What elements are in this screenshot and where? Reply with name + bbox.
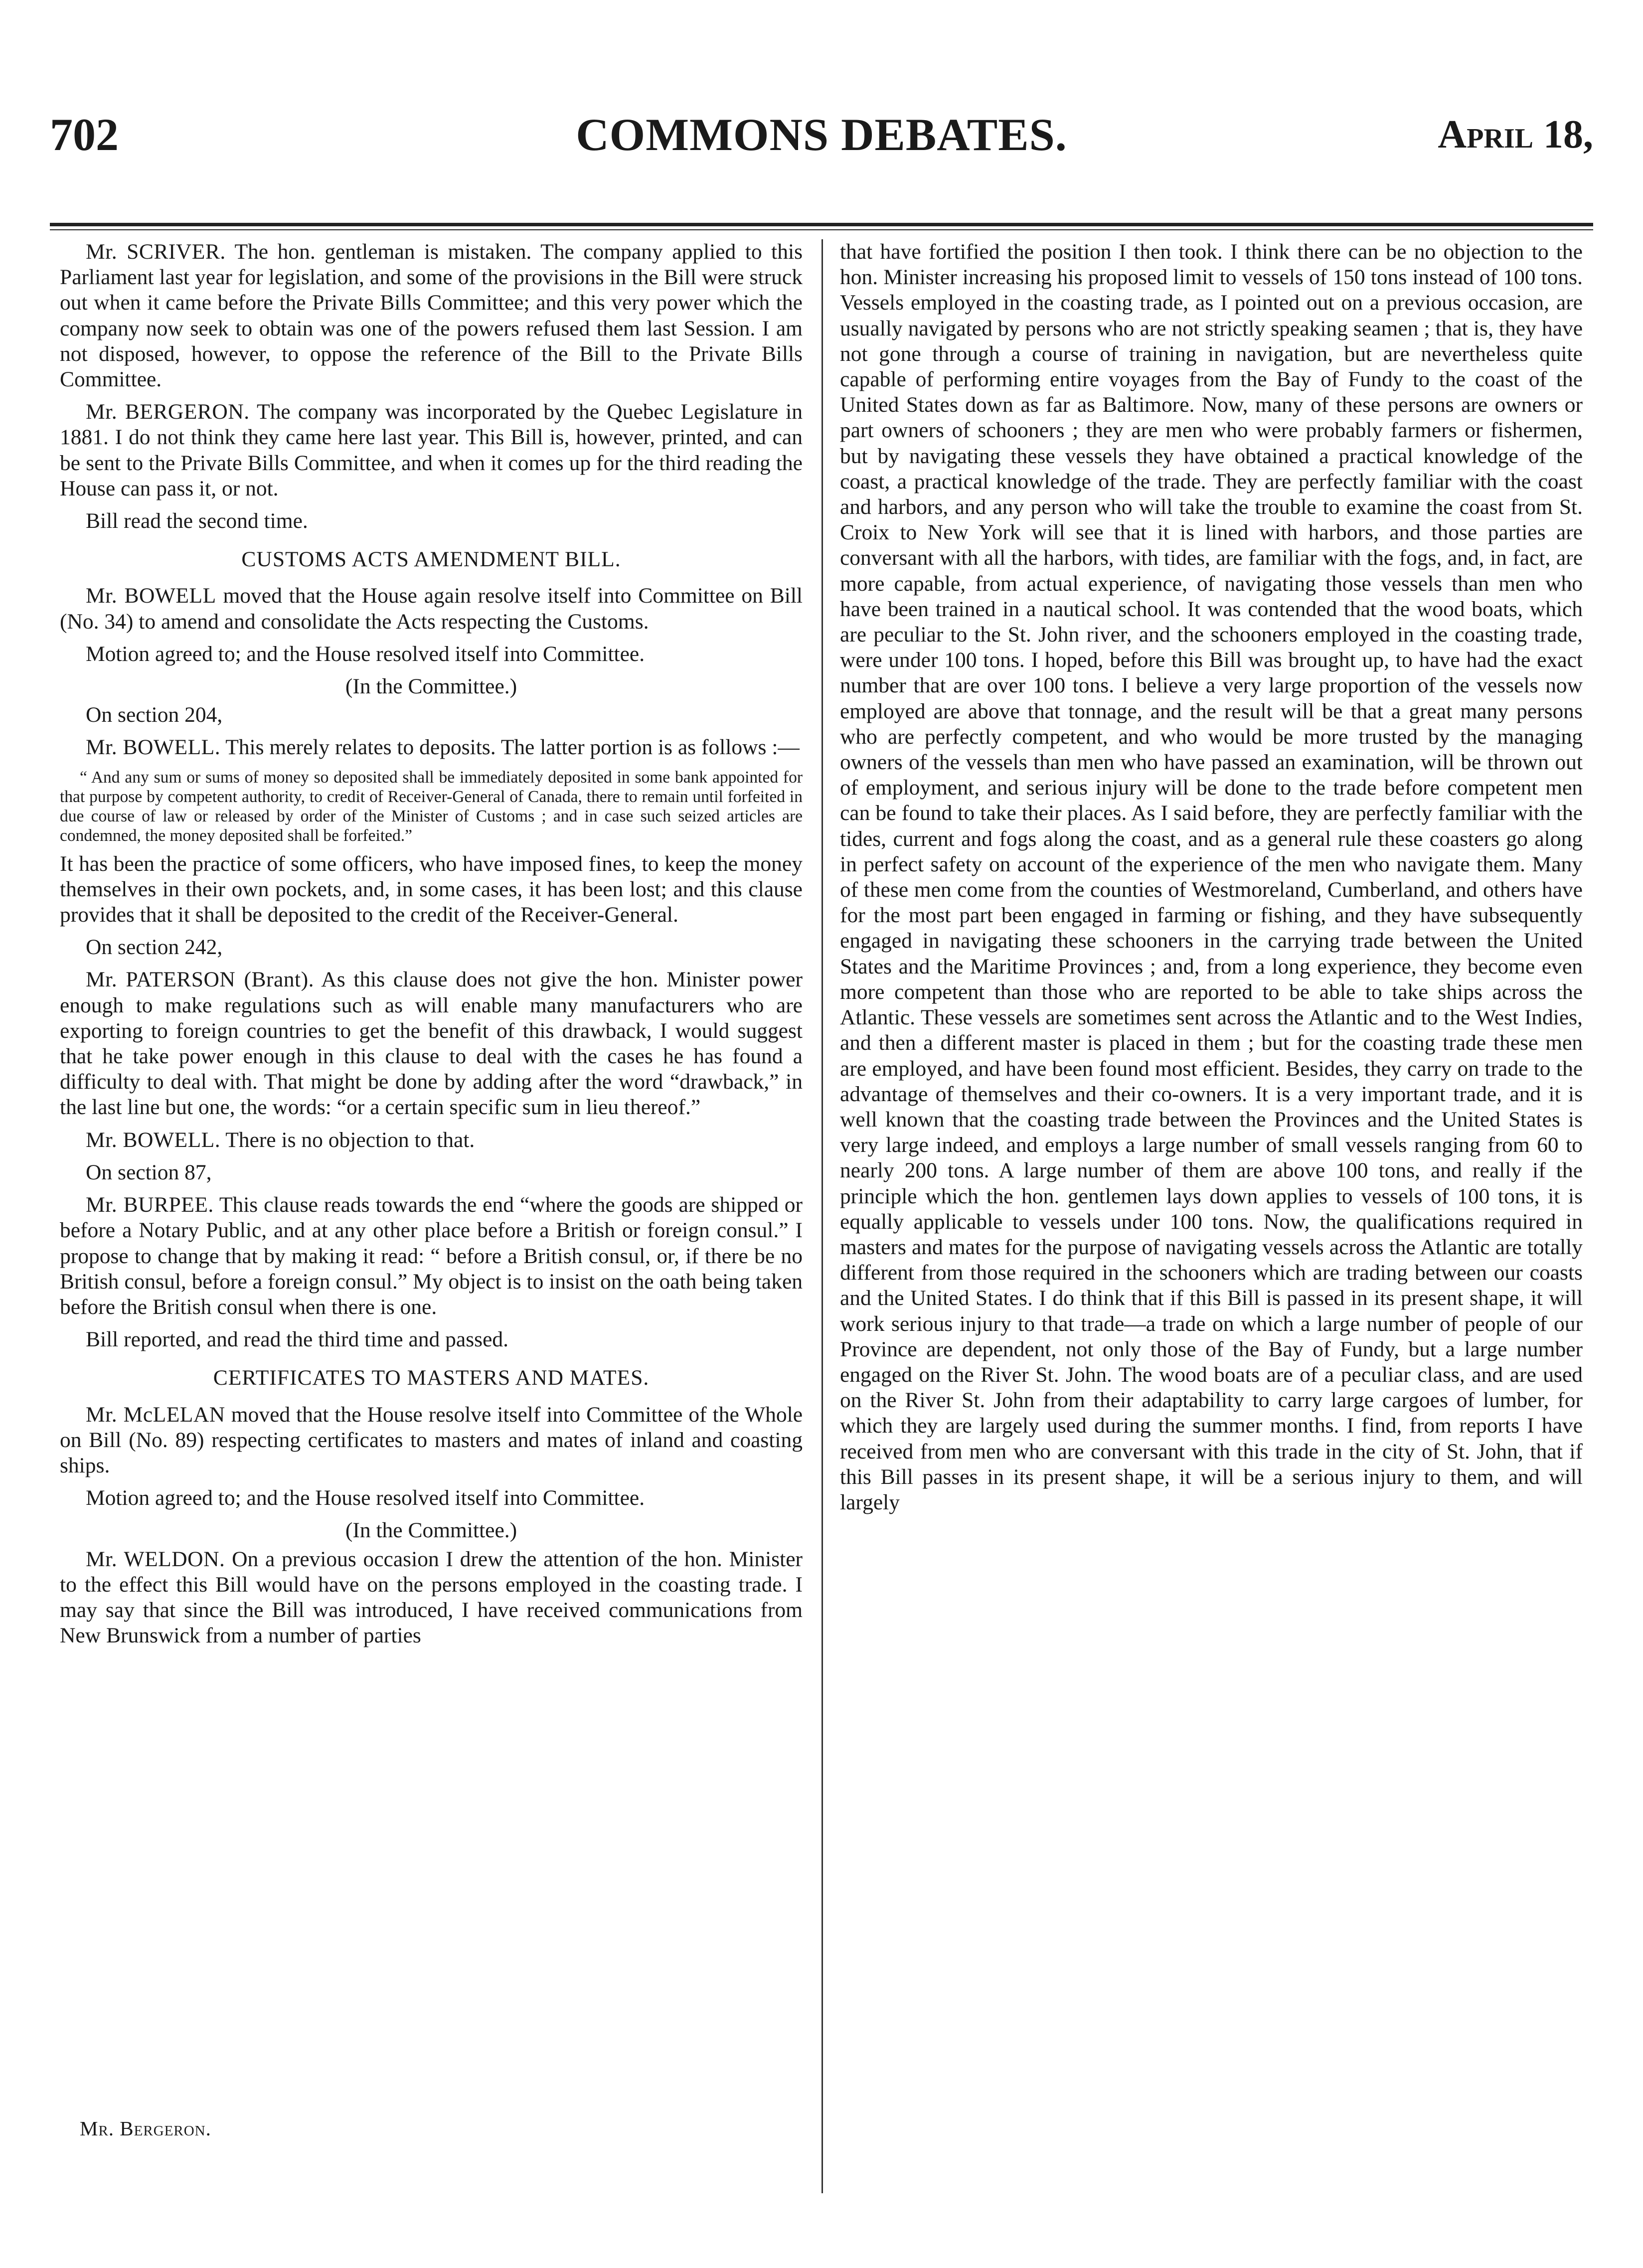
page-number: 702	[50, 109, 119, 160]
paragraph-text: moved that the House resolve itself into Committee of the Whole on Bill (No. 89) respecting certificates to masters and mates of inland and coasting ships.	[60, 1402, 803, 1477]
paragraph-text: On section 242,	[86, 935, 223, 960]
paragraph-text: Motion agreed to; and the House resolved itself into Committee.	[86, 642, 645, 666]
paragraph	[60, 967, 803, 1120]
paragraph	[60, 1160, 803, 1185]
text-columns	[50, 239, 1593, 2228]
paragraph	[60, 399, 803, 501]
paragraph-text: There is no objection to that.	[225, 1128, 475, 1152]
paragraph	[60, 1128, 803, 1153]
paragraph	[60, 1485, 803, 1511]
paragraph-text: On a previous occasion I drew the attention of the hon. Minister to the effect this Bill would have on the persons employed in the coasting trade. I may say that since the Bill was introduced, I have received communications from New Brunswick from a number of parties	[60, 1547, 803, 1648]
speaker-name: Mr. SCRIVER.	[86, 240, 226, 264]
paragraph	[60, 1547, 803, 1649]
paragraph-text: The company was incorporated by the Quebec Legislature in 1881. I do not think they came here last year. This Bill is, however, printed, and can be sent to the Private Bills Committee, and when it comes up for the third reading the House can pass it, or not.	[60, 400, 803, 500]
quoted-clause: “ And any sum or sums of money so deposited shall be immediately deposited in some bank appointed for that purpose by competent authority, to credit of Receiver-General of Canada, there to remain until forfeited in due course of law or released by order of the Minister of Customs ; and in case such seized articles are condemned, the money deposited shall be forfeited.”	[60, 768, 803, 845]
speaker-name: Mr. BOWELL.	[86, 1128, 221, 1152]
paragraph-continued: It has been the practice of some officers, who have imposed fines, to keep the money themselves in their own pockets, and, in some cases, it has been lost; and this clause provides that it shall be deposited to the credit of the Receiver-General.	[60, 851, 803, 927]
paragraph	[60, 702, 803, 728]
paragraph-text: On section 87,	[86, 1160, 212, 1184]
paragraph-text: moved that the House again resolve itself into Committee on Bill (No. 34) to amend and consolidate the Acts respecting the Customs.	[60, 584, 803, 634]
paragraph-text: Bill reported, and read the third time and passed.	[86, 1327, 508, 1352]
section-heading: CUSTOMS ACTS AMENDMENT BILL.	[241, 547, 621, 572]
paragraph-text: Motion agreed to; and the House resolved itself into Committee.	[86, 1486, 645, 1510]
paragraph	[60, 1327, 803, 1352]
page-header	[50, 105, 1593, 174]
speaker-name: Mr. BOWELL.	[86, 735, 221, 760]
paragraph-text: As this clause does not give the hon. Minister power enough to make regulations such as will enable many manufacturers who are exporting to foreign countries to get the benefit of this drawback, I would suggest that he take power enough in this clause to deal with the cases he has found a difficulty to deal with. That might be done by adding after the word “drawback,” in the last line but one, the words: “or a certain specific sum in lieu thereof.”	[60, 968, 803, 1120]
column-divider	[822, 239, 823, 2193]
page-date: April 18,	[1438, 113, 1593, 157]
right-column	[840, 239, 1583, 1522]
paragraph	[60, 239, 803, 392]
paragraph-text: This merely relates to deposits. The latter portion is as follows :—	[225, 735, 800, 760]
header-rule-thin	[50, 229, 1593, 230]
paragraph-text: Bill read the second time.	[86, 509, 308, 533]
paragraph	[60, 1192, 803, 1320]
section-heading: CERTIFICATES TO MASTERS AND MATES.	[213, 1366, 650, 1390]
paragraph	[60, 508, 803, 534]
header-rule	[50, 223, 1593, 226]
paragraph	[60, 642, 803, 667]
paragraph	[60, 735, 803, 760]
paragraph-continued: that have fortified the position I then took. I think there can be no objection to the hon. Minister increasing his proposed limit to vessels of 150 tons instead of 100 tons. Vessels employed in the coasting trade, as I pointed out on a previous occasion, are usually navigated by persons who are not strictly speaking seamen ; that is, they have not gone through a course of training in navigation, but are nevertheless quite capable of performing entire voyages from the Bay of Fundy to the coast of the United States down as far as Baltimore. Now, many of these persons are owners or part owners of schooners ; they are men who were probably farmers or fishermen, but by navigating these vessels they have obtained a practical knowledge of the coast, a practical knowledge of the trade. They are perfectly familiar with the coast and harbors, and any person who will take the trouble to examine the coast from St. Croix to New York will see that it is lined with harbors, and those parties are conversant with all the harbors, with tides, are familiar with the fogs, and, in fact, are more capable, from actual experience, of navigating those vessels than men who have been trained in a nautical school. It was contended that the wood boats, which are peculiar to the St. John river, and the schooners employed in the coasting trade, were under 100 tons. I hoped, before this Bill was brought up, to have had the exact number that are over 100 tons. I believe a very large proportion of the vessels now employed are above that tonnage, and the result will be that a great many persons who are perfectly competent, and who would be more trusted by the managing owners of the vessels than men who have passed an examination, will be thrown out of employment, and serious injury will be done to the trade before competent men can be found to take their places. As I said before, they are perfectly familiar with the tides, current and fogs along the coast, and as a general rule these coasters go along in perfect safety on account of the experience of the men who navigate them. Many of these men come from the counties of Westmoreland, Cumberland, and others have for the most part been engaged in farming or fishing, and they have subsequently engaged in navigating these schooners in the carrying trade between the United States and the Maritime Provinces ; and, from a long experience, they become even more competent than those who are reported to be able to take ships across the Atlantic. These vessels are sometimes sent across the Atlantic and to the West Indies, and then a different master is placed in them ; but for the coasting trade these men are employed, and have been found most efficient. Besides, they carry on trade to the advantage of themselves and their co-owners. It is a very important trade, and it is well known that the coasting trade between the Provinces and the United States is very large indeed, and employs a large number of small vessels ranging from 60 to nearly 200 tons. A large number of them are above 100 tons, and really if the principle which the hon. gentlemen lays down applies to vessels of 100 tons, it is equally applicable to vessels under 100 tons. Now, the qualifications required in masters and mates for the purpose of navigating vessels across the Atlantic are totally different from those required in the schooners which are trading between our coasts and the United States. I do think that if this Bill is passed in its present shape, it will work serious injury to that trade—a trade on which a large number of people of our Province are dependent, not only those of the Bay of Fundy, but a large number engaged on the River St. John. The wood boats are of a peculiar class, and are used on the River St. John from their adaptability to carry large cargoes of lumber, for which they are largely used during the summer months. I find, from reports I have received from men who are conversant with this trade in the city of St. John, that if this Bill passes in its present shape, it will be a serious injury to them, and will largely	[840, 240, 1583, 1514]
paragraph	[60, 583, 803, 634]
speaker-name: Mr. BOWELL	[86, 584, 216, 608]
paragraph	[60, 935, 803, 960]
paragraph-text: On section 204,	[86, 703, 223, 727]
publication-title: COMMONS DEBATES.	[576, 109, 1067, 160]
paragraph-text: The hon. gentleman is mistaken. The company applied to this Parliament last year for legislation, and some of the provisions in the Bill were struck out when it came before the Private Bills Committee; and this very power which the company now seek to obtain was one of the powers refused them last Session. I am not disposed, however, to oppose the reference of the Bill to the Private Bills Committee.	[60, 240, 803, 392]
speaker-name: Mr. PATERSON (Brant).	[86, 968, 314, 992]
page	[50, 105, 1593, 174]
committee-note: (In the Committee.)	[345, 1518, 517, 1543]
speaker-name: Mr. McLELAN	[86, 1402, 225, 1427]
speaker-name: Mr. BURPEE.	[86, 1193, 214, 1217]
paragraph	[60, 1402, 803, 1479]
committee-note: (In the Committee.)	[345, 674, 517, 699]
paragraph-text: This clause reads towards the end “where the goods are shipped or before a Notary Public, and at any other place before a British or foreign consul.” I propose to change that by making it read: “ before a British consul, or, if there be no British consul, before a foreign consul.” My object is to insist on the oath being taken before the British consul when there is one.	[60, 1193, 803, 1319]
speaker-name: Mr. WELDON.	[86, 1547, 225, 1571]
running-footer-speaker: Mr. Bergeron.	[80, 2117, 211, 2140]
left-column	[60, 239, 803, 1655]
speaker-name: Mr. BERGERON.	[86, 400, 250, 424]
